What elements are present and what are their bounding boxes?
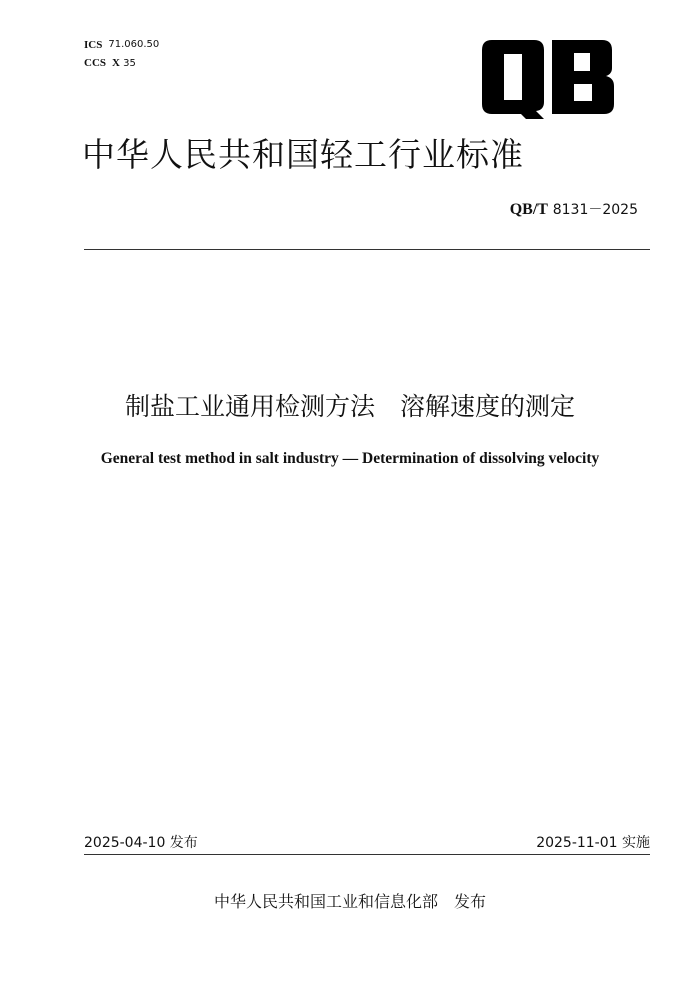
ics-label: ICS [84, 39, 103, 51]
document-title-en: General test method in salt industry — Determination of dissolving velocity [100, 450, 600, 467]
ccs-value-number: 35 [123, 58, 136, 69]
ccs-value-letter: X [112, 57, 120, 69]
classification-codes [84, 36, 159, 73]
document-title-cn: 制盐工业通用检测方法 溶解速度的测定 [124, 392, 575, 421]
standard-number-prefix: QB/T [509, 201, 548, 218]
standard-number [510, 199, 638, 219]
ics-value: 71.060.50 [108, 39, 160, 50]
implementation-date: 2025-11-01 实施 [536, 835, 650, 851]
qb-logo-q [482, 40, 544, 119]
qb-logo-b [552, 40, 614, 114]
ccs-value [112, 54, 136, 73]
qb-logo [478, 40, 618, 120]
release-date: 2025-04-10 发布 [84, 835, 198, 851]
standard-number-value: 8131－2025 [552, 202, 638, 218]
issuing-authority: 中华人民共和国工业和信息化部 发布 [213, 892, 486, 911]
footer-divider [84, 854, 650, 855]
ics-row [84, 36, 159, 54]
header-divider [84, 249, 650, 250]
ccs-row [84, 54, 159, 73]
ccs-label: CCS [84, 57, 107, 69]
standard-category-title: 中华人民共和国轻工行业标准 [82, 135, 524, 174]
